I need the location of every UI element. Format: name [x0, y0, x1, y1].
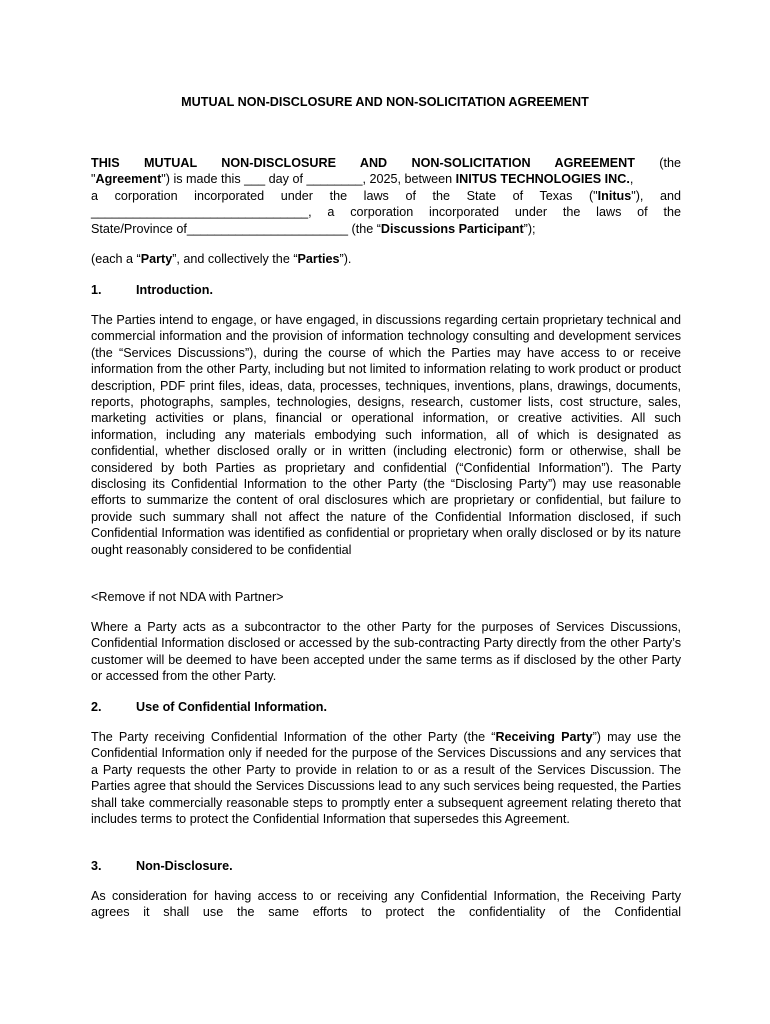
remove-note: <Remove if not NDA with Partner> [91, 590, 284, 604]
party-term: Party [140, 252, 173, 266]
section-2-title: Use of Confidential Information. [136, 700, 328, 714]
section-1-number: 1. [91, 283, 102, 297]
preamble-line-3: a corporation incorporated under the laws of the State of Texas ("Initus"), and [91, 188, 681, 203]
subcontractor-paragraph: Where a Party acts as a subcontractor to the other Party for the purposes of Services Discussions, Confidential Information disclosed or accessed by the sub-contracting Party directly from the other Party’s customer will be deemed to have been accepted under the same terms as if disclosed by the other Party or accessed from the other Party. [91, 620, 681, 684]
section-2-number: 2. [91, 700, 102, 714]
section-3-title: Non-Disclosure. [136, 859, 233, 873]
participant-term: Discussions Participant [380, 221, 524, 236]
preamble-line-5: State/Province of_______________________ (the “Discussions Participant”); [91, 221, 536, 236]
section-1-title: Introduction. [136, 283, 213, 297]
section-1-body: The Parties intend to engage, or have engaged, in discussions regarding certain proprietary technical and commercial information and the provision of information technology consulting and development services (the “Services Discussions”), during the course of which the Parties may have access to or receive information from the other Party, including but not limited to information relating to work product or product description, PDF print files, ideas, data, processes, techniques, inventions, plans, drawings, documents, reports, photographs, samples, technologies, designs, research, customer lists, cost structure, sales, marketing activities or plans, financial or operational information, or creative activities. All such information, including any materials embodying such information, all of which is designated as confidential, whether disclosed orally or in written (including electronic) form or otherwise, shall be considered by both Parties as proprietary and confidential (“Confidential Information”). The Party disclosing its Confidential Information to the other Party (the “Disclosing Party”) may use reasonable efforts to summarize the content of oral disclosures which are proprietary or confidential, but failure to provide such summary shall not affect the nature of the Confidential Information disclosed, if such Confidential Information was identified as confidential or proprietary when orally disclosed or by its nature ought reasonably considered to be confidential [91, 313, 681, 557]
preamble-line-2: "Agreement") is made this ___ day of ________, 2025, between INITUS TECHNOLOGIES INC., [91, 172, 634, 187]
each-party-line: (each a “Party”, and collectively the “Parties”). [91, 252, 352, 266]
initus-term: Initus [597, 188, 632, 203]
receiving-party-term: Receiving Party [495, 730, 593, 744]
section-3-body: As consideration for having access to or receiving any Confidential Information, the Receiving Party agrees it shall use the same efforts to protect the confidentiality of the Confidential [91, 889, 681, 920]
parties-term: Parties [297, 252, 340, 266]
section-3-number: 3. [91, 859, 102, 873]
preamble-line-4: _______________________________, a corporation incorporated under the laws of the [91, 205, 681, 220]
section-2-body: The Party receiving Confidential Information of the other Party (the “Receiving Party”) may use the Confidential Information only if needed for the purpose of the Services Discussions and any services that a Party requests the other Party to provide in relation to or as a result of the Services Discussion. The Parties agree that should the Services Discussions lead to any such services being requested, the Parties shall take commercially reasonable steps to promptly enter a subsequent agreement relating thereto that includes terms to protect the Confidential Information that supersedes this Agreement. [91, 730, 681, 827]
preamble-line-1: THIS MUTUAL NON-DISCLOSURE AND NON-SOLICITATION AGREEMENT (the [91, 156, 681, 170]
document-title: MUTUAL NON-DISCLOSURE AND NON-SOLICITATION AGREEMENT [181, 95, 589, 109]
preamble [91, 155, 681, 237]
preamble-heading: THIS MUTUAL NON-DISCLOSURE AND NON-SOLICITATION AGREEMENT [91, 156, 635, 170]
section-1-heading [91, 282, 213, 298]
agreement-term: Agreement [95, 172, 162, 187]
company-name: INITUS TECHNOLOGIES INC. [455, 172, 630, 187]
section-3-heading [91, 858, 233, 874]
section-2-heading [91, 699, 327, 715]
